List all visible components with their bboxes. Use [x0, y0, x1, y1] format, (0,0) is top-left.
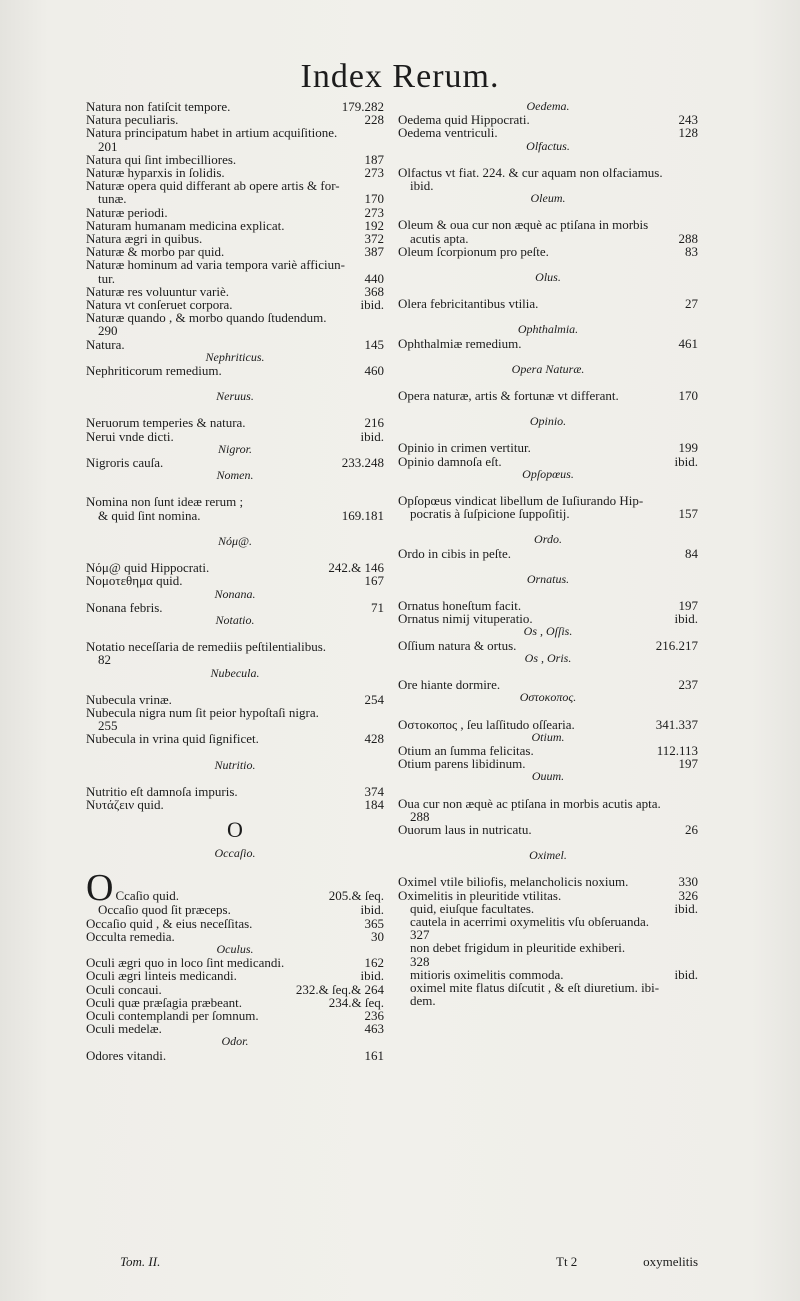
entry-page-number: 330	[678, 874, 698, 890]
entry-text: Otium an ſumma felicitas.	[398, 742, 534, 758]
index-entry	[86, 983, 384, 996]
spacer	[398, 784, 698, 797]
index-entry	[398, 955, 698, 968]
index-entry	[86, 640, 384, 653]
entry-text: tunæ.	[98, 191, 127, 207]
entry-text: Nubecula vrinæ.	[86, 691, 172, 707]
entry-text: Oſſium natura & ortus.	[398, 637, 517, 653]
section-heading: Opſopœus.	[522, 466, 574, 481]
volume-label: Tom. II.	[120, 1254, 161, 1269]
entry-text: Oculi concaui.	[86, 981, 162, 997]
spacer	[86, 680, 384, 693]
index-entry	[398, 810, 698, 823]
entry-text: dem.	[410, 993, 436, 1009]
index-entry	[398, 889, 698, 902]
entry-text: Neruorum temperies & natura.	[86, 415, 246, 431]
index-entry	[398, 639, 698, 652]
entry-page-number: 84	[685, 545, 698, 561]
entry-page-number: ibid.	[674, 966, 698, 982]
index-entry	[398, 915, 698, 928]
entry-text: quid, eiuſque facultates.	[410, 900, 535, 916]
entry-text: Oculi ægri linteis medicandi.	[86, 968, 237, 984]
index-entry	[398, 902, 698, 915]
index-entry	[398, 875, 698, 888]
entry-text: 328	[410, 953, 430, 969]
index-entry	[398, 245, 698, 258]
spacer	[398, 350, 698, 363]
entry-text: Notatio neceſſaria de remediis peſtilentialibus.	[86, 639, 327, 655]
index-entry	[86, 798, 384, 811]
entry-text: Naturæ periodi.	[86, 204, 168, 220]
entry-text: Natura qui ſint imbecilliores.	[86, 151, 237, 167]
entry-page-number: 169.181	[341, 507, 384, 523]
index-entry	[86, 574, 384, 587]
entry-page-number: 197	[678, 598, 698, 614]
entry-page-number: 161	[364, 1047, 384, 1063]
entry-page-number: 145	[364, 336, 384, 352]
entry-text: Natura non fatiſcit tempore.	[86, 99, 231, 114]
entry-page-number: 30	[371, 928, 384, 944]
index-entry	[398, 968, 698, 981]
index-entry	[86, 969, 384, 982]
section-heading: Otium.	[531, 729, 565, 744]
entry-text: Oedema quid Hippocrati.	[398, 112, 530, 128]
entry-page-number: 368	[364, 283, 384, 299]
entry-page-number: 184	[364, 796, 384, 812]
entry-text: Οστοκοπος , ſeu laſſitudo oſſearia.	[398, 716, 575, 732]
entry-page-number: 199	[678, 440, 698, 456]
index-entry	[86, 324, 384, 337]
entry-text: Nutritio eſt damnoſa impuris.	[86, 783, 238, 799]
entry-page-number: 460	[364, 363, 384, 379]
index-entry	[398, 547, 698, 560]
section-heading: Neruus.	[216, 389, 254, 404]
entry-page-number: ibid.	[674, 611, 698, 627]
index-entry	[86, 996, 384, 1009]
entry-page-number: 162	[364, 955, 384, 971]
entry-text: Nigroris cauſa.	[86, 455, 164, 471]
entry-page-number: 228	[364, 112, 384, 128]
entry-text: Oculi ægri quo in loco ſint medicandi.	[86, 955, 285, 971]
section-heading: Nomen.	[216, 468, 254, 483]
entry-page-number: 387	[364, 244, 384, 260]
catchword: oxymelitis	[643, 1254, 698, 1269]
section-heading: Opera Naturæ.	[511, 361, 585, 376]
entry-page-number: 365	[364, 915, 384, 931]
index-column-left	[86, 100, 384, 1062]
entry-page-number: 27	[685, 296, 698, 312]
section-heading: Olfactus.	[526, 138, 570, 153]
entry-text: Opera naturæ, artis & fortunæ vt differant.	[398, 388, 619, 404]
entry-page-number: 236	[364, 1007, 384, 1023]
entry-text: 201	[98, 138, 118, 154]
section-heading: Oculus.	[216, 941, 254, 956]
entry-page-number: 83	[685, 243, 698, 259]
entry-text: Nerui vnde dicti.	[86, 428, 174, 444]
entry-text: Νόμ@ quid Hippocrati.	[86, 560, 210, 576]
entry-page-number: 157	[678, 506, 698, 522]
entry-text: Olera febricitantibus vtilia.	[398, 296, 539, 312]
entry-text: Nubecula in vrina quid ſignificet.	[86, 731, 259, 747]
index-entry	[86, 311, 384, 324]
index-entry	[398, 455, 698, 468]
index-entry	[398, 218, 698, 231]
section-heading: Ornatus.	[526, 571, 570, 586]
entry-text: Oculi quæ præſagia præbeant.	[86, 994, 242, 1010]
drop-cap: O	[86, 867, 114, 910]
index-entry	[86, 930, 384, 943]
entry-page-number: 233.248	[341, 455, 384, 471]
entry-page-number: 192	[364, 217, 384, 233]
entry-text: Ore hiante dormire.	[398, 677, 501, 693]
index-entry	[86, 653, 384, 666]
section-heading: Opinio.	[529, 414, 567, 429]
entry-text: Naturæ res voluuntur variè.	[86, 283, 229, 299]
entry-text: Ordo in cibis in peſte.	[398, 545, 512, 561]
index-entry	[86, 140, 384, 153]
entry-text: acutis apta.	[410, 230, 469, 246]
entry-page-number: 112.113	[656, 742, 698, 758]
entry-text: Naturæ opera quid differant ab opere artis & for-	[86, 178, 340, 194]
index-entry	[398, 126, 698, 139]
entry-text: Oximelitis in pleuritide vtilitas.	[398, 887, 562, 903]
entry-page-number: 170	[364, 191, 384, 207]
index-entry	[86, 706, 384, 719]
entry-text: Oua cur non æquè ac ptiſana in morbis acutis apta.	[398, 795, 661, 811]
index-entry	[398, 823, 698, 836]
entry-text: Occaſio quid , & eius neceſſitas.	[86, 915, 253, 931]
entry-text: Odores vitandi.	[86, 1047, 167, 1063]
entry-text: Naturæ quando , & morbo quando ſtudendum.	[86, 310, 327, 326]
section-heading: Nephriticus.	[205, 349, 265, 364]
index-entry	[398, 337, 698, 350]
index-entry	[86, 364, 384, 377]
entry-page-number: 237	[678, 677, 698, 693]
entry-text: 82	[98, 652, 111, 668]
entry-page-number: 205.& ſeq.	[328, 888, 384, 904]
entry-text: Ouorum laus in nutricatu.	[398, 821, 532, 837]
entry-page-number: 232.& ſeq.& 264	[295, 981, 384, 997]
entry-text: mitioris oximelitis commoda.	[410, 966, 564, 982]
entry-text: oximel mite flatus diſcutit , & eſt diuretium. ibi-	[410, 979, 660, 995]
entry-page-number: 243	[678, 112, 698, 128]
entry-page-number: 372	[364, 231, 384, 247]
entry-page-number: 179.282	[341, 99, 384, 114]
page-title: Index Rerum.	[300, 58, 500, 95]
section-heading: Notatio.	[215, 612, 255, 627]
entry-text: 327	[410, 927, 430, 943]
entry-page-number: 197	[678, 756, 698, 772]
entry-text: Natura peculiaris.	[86, 112, 179, 128]
entry-text: Nonana febris.	[86, 599, 163, 615]
entry-text: Natura ægri in quibus.	[86, 231, 203, 247]
index-entry	[398, 389, 698, 402]
index-entry	[398, 232, 698, 245]
index-entry	[86, 785, 384, 798]
section-heading: Oleum.	[530, 191, 566, 206]
index-entry	[86, 192, 384, 205]
entry-page-number: 167	[364, 573, 384, 589]
entry-page-number: 428	[364, 731, 384, 747]
entry-text: Oleum & oua cur non æquè ac ptiſana in morbis	[398, 217, 649, 233]
entry-page-number: 461	[678, 335, 698, 351]
entry-page-number: 187	[364, 151, 384, 167]
entry-page-number: 234.& ſeq.	[328, 994, 384, 1010]
spacer	[398, 153, 698, 166]
entry-text: Naturæ hominum ad varia tempora variè afficiun-	[86, 257, 345, 273]
entry-text: Naturæ & morbo par quid.	[86, 244, 225, 260]
entry-page-number: ibid.	[360, 968, 384, 984]
index-column-right	[398, 100, 698, 1007]
entry-page-number: 374	[364, 783, 384, 799]
index-entry	[398, 718, 698, 731]
spacer	[86, 772, 384, 785]
entry-text: Otium parens libidinum.	[398, 756, 526, 772]
entry-text: Ornatus nimij vituperatio.	[398, 611, 533, 627]
entry-text: Olfactus vt fiat. 224. & cur aquam non olfaciamus.	[398, 164, 663, 180]
entry-text: Ccaſio quid.	[115, 888, 179, 904]
section-heading: Os , Oris.	[524, 650, 572, 665]
entry-text: tur.	[98, 270, 115, 286]
entry-text: Naturæ hyparxis in ſolidis.	[86, 165, 225, 181]
entry-text: Oleum ſcorpionum pro peſte.	[398, 243, 549, 259]
entry-text: Oedema ventriculi.	[398, 125, 498, 141]
section-heading: Nonana.	[214, 586, 256, 601]
entry-text: Nubecula nigra num ſit peior hypoſtaſi nigra.	[86, 704, 319, 720]
section-heading: Os , Oſſis.	[523, 624, 573, 639]
section-heading: Nubecula.	[210, 665, 260, 680]
spacer	[86, 860, 384, 873]
footer-right	[556, 1254, 698, 1270]
entry-text: 288	[410, 808, 430, 824]
letter-heading: O	[227, 817, 243, 843]
spacer	[398, 705, 698, 718]
index-entry	[86, 338, 384, 351]
index-entry	[86, 179, 384, 192]
section-heading: Ouum.	[531, 769, 565, 784]
entry-page-number: 288	[678, 230, 698, 246]
index-entry	[86, 126, 384, 139]
spacer	[86, 522, 384, 535]
index-entry	[398, 941, 698, 954]
index-entry	[398, 994, 698, 1007]
entry-page-number: 216.217	[655, 637, 698, 653]
entry-page-number: ibid.	[674, 900, 698, 916]
section-heading: Oedema.	[526, 99, 570, 113]
section-heading: Ophthalmia.	[517, 322, 579, 337]
index-entry	[398, 441, 698, 454]
index-entry	[86, 509, 384, 522]
spacer	[398, 560, 698, 573]
entry-text: Occulta remedia.	[86, 928, 175, 944]
entry-text: Oculi contemplandi per ſomnum.	[86, 1007, 259, 1023]
entry-page-number: 273	[364, 165, 384, 181]
entry-text: & quid ſint nomina.	[98, 507, 201, 523]
index-entry	[398, 507, 698, 520]
index-entry	[86, 693, 384, 706]
index-entry	[398, 166, 698, 179]
section-heading: Ordo.	[534, 532, 562, 547]
entry-text: Natura vt conſeruet corpora.	[86, 297, 233, 313]
entry-text: non debet frigidum in pleuritide exhiberi.	[410, 940, 626, 956]
entry-page-number: 463	[364, 1021, 384, 1037]
index-entry	[86, 903, 384, 916]
section-heading: Oximel.	[529, 848, 567, 863]
index-entry	[86, 206, 384, 219]
section-heading: Νόμ@.	[217, 533, 253, 548]
entry-text: ibid.	[410, 178, 434, 194]
signature-mark: Tt 2	[556, 1254, 578, 1269]
entry-text: Nomina non ſunt ideæ rerum ;	[86, 494, 244, 510]
entry-page-number: 170	[678, 388, 698, 404]
index-entry	[398, 981, 698, 994]
index-entry	[86, 732, 384, 745]
entry-page-number: 440	[364, 270, 384, 286]
section-heading: Olus.	[535, 270, 561, 285]
section-heading: Οστοκοπος.	[519, 690, 577, 705]
entry-text: Opinio in crimen vertitur.	[398, 440, 531, 456]
index-entry	[398, 297, 698, 310]
spacer	[86, 746, 384, 759]
entry-page-number: 326	[678, 887, 698, 903]
index-entry	[398, 797, 698, 810]
index-entry	[86, 495, 384, 508]
entry-text: Νομοτεθημα quid.	[86, 573, 183, 589]
entry-page-number: 216	[364, 415, 384, 431]
entry-page-number: 242.& 146	[328, 560, 384, 576]
entry-text: cautela in acerrimi oxymelitis vſu obſeruanda.	[410, 913, 649, 929]
entry-text: Opſopœus vindicat libellum de Iuſiurando Hip-	[398, 493, 644, 509]
entry-page-number: 128	[678, 125, 698, 141]
entry-text: Oculi medelæ.	[86, 1021, 162, 1037]
entry-text: Natura.	[86, 336, 125, 352]
section-heading: Occaſio.	[214, 846, 256, 861]
index-entry	[86, 917, 384, 930]
entry-text: Nephriticorum remedium.	[86, 363, 222, 379]
index-entry	[86, 430, 384, 443]
index-entry	[86, 601, 384, 614]
entry-text: Νυτάζειν quid.	[86, 796, 164, 812]
entry-page-number: 71	[371, 599, 384, 615]
entry-text: 255	[98, 718, 118, 734]
entry-page-number: 273	[364, 204, 384, 220]
entry-page-number: 341.337	[655, 716, 698, 732]
entry-text: Oximel vtile biliofis, melancholicis noxium.	[398, 874, 629, 890]
entry-text: 290	[98, 323, 118, 339]
index-entry	[86, 272, 384, 285]
entry-page-number: ibid.	[360, 428, 384, 444]
index-entry	[86, 416, 384, 429]
entry-text: Ophthalmiæ remedium.	[398, 335, 522, 351]
section-heading: Nigror.	[218, 441, 252, 456]
entry-page-number: 254	[364, 691, 384, 707]
entry-text: Ornatus honeſtum facit.	[398, 598, 522, 614]
entry-text: pocratis à ſuſpicione ſuppoſitij.	[410, 506, 570, 522]
entry-page-number: 26	[685, 821, 698, 837]
index-entry	[86, 1049, 384, 1062]
entry-page-number: ibid.	[360, 902, 384, 918]
section-heading: Nutritio.	[214, 757, 256, 772]
entry-text: Opinio damnoſa eſt.	[398, 453, 502, 469]
index-entry	[86, 258, 384, 271]
section-heading: Odor.	[221, 1034, 249, 1049]
entry-text: Natura principatum habet in artium acquiſitione.	[86, 125, 338, 141]
entry-text: Occaſio quod ſit præceps.	[98, 902, 231, 918]
entry-text: Naturam humanam medicina explicat.	[86, 217, 285, 233]
entry-page-number: ibid.	[674, 453, 698, 469]
entry-page-number: ibid.	[360, 297, 384, 313]
